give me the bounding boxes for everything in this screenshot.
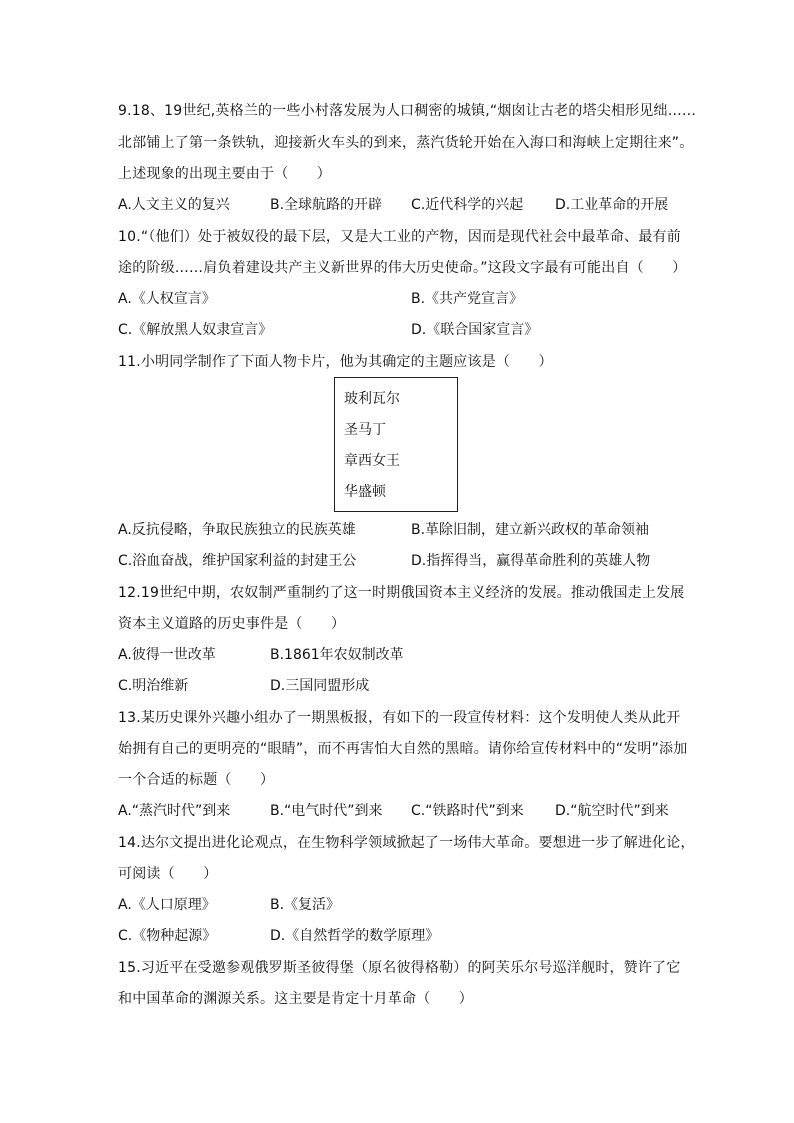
- question-14-option-d: D.《自然哲学的数学原理》: [270, 928, 440, 944]
- question-9-line-1: 9.18、19世纪,英格兰的一些小村落发展为人口稠密的城镇,“烟囱让古老的塔尖相形见绌……: [118, 103, 697, 119]
- question-10-option-a: A.《人权宣言》: [118, 291, 216, 307]
- question-11-option-c: C.浴血奋战，维护国家利益的封建王公: [118, 553, 357, 569]
- card-item-3: 章西女王: [344, 453, 400, 469]
- question-11-option-b: B.革除旧制，建立新兴政权的革命领袖: [411, 522, 650, 538]
- question-9-line-2: 北部铺上了第一条铁轨，迎接新火车头的到来，蒸汽货轮开始在入海口和海峡上定期往来”。: [118, 135, 694, 151]
- question-10-option-c: C.《解放黑人奴隶宣言》: [118, 322, 273, 338]
- question-9-option-a: A.人文主义的复兴: [118, 197, 230, 213]
- question-11-line-1: 11.小明同学制作了下面人物卡片，他为其确定的主题应该是（ ）: [118, 354, 553, 370]
- question-14-option-a: A.《人口原理》: [118, 897, 216, 913]
- question-9-option-d: D.工业革命的开展: [555, 197, 669, 213]
- card-item-1: 玻利瓦尔: [344, 391, 400, 407]
- question-13-line-2: 始拥有自己的更明亮的“眼睛”，而不再害怕大自然的黑暗。请你给宣传材料中的“发明”添加: [118, 741, 688, 757]
- question-14-option-c: C.《物种起源》: [118, 928, 217, 944]
- question-14-line-2: 可阅读（ ）: [118, 866, 218, 882]
- question-10-line-2: 途的阶级……肩负着建设共产主义新世界的伟大历史使命。”这段文字最有可能出自（ ）: [118, 260, 687, 276]
- question-13-option-c: C.“铁路时代”到来: [411, 803, 524, 819]
- question-12-option-d: D.三国同盟形成: [270, 678, 370, 694]
- question-10-line-1: 10.“（他们）处于被奴役的最下层，又是大工业的产物，因而是现代社会中最革命、最有前: [118, 229, 681, 245]
- card-item-4: 华盛顿: [344, 484, 386, 500]
- question-12-option-a: A.彼得一世改革: [118, 647, 216, 663]
- question-13-line-3: 一个合适的标题（ ）: [118, 772, 275, 788]
- question-15-line-1: 15.习近平在受邀参观俄罗斯圣彼得堡（原名彼得格勒）的阿芙乐尔号巡洋舰时，赞许了它: [118, 960, 681, 976]
- question-12-option-c: C.明治维新: [118, 678, 189, 694]
- question-11-option-a: A.反抗侵略，争取民族独立的民族英雄: [118, 522, 356, 538]
- question-13-option-b: B.“电气时代”到来: [270, 803, 383, 819]
- question-10-option-b: B.《共产党宣言》: [411, 291, 524, 307]
- question-13-line-1: 13.某历史课外兴趣小组办了一期黑板报，有如下的一段宣传材料：这个发明使人类从此开: [118, 710, 681, 726]
- question-12-line-2: 资本主义道路的历史事件是（ ）: [118, 616, 346, 632]
- question-13-option-a: A.“蒸汽时代”到来: [118, 803, 231, 819]
- question-9-option-c: C.近代科学的兴起: [411, 197, 524, 213]
- question-13-option-d: D.“航空时代”到来: [555, 803, 669, 819]
- card-item-2: 圣马丁: [344, 422, 386, 438]
- question-10-option-d: D.《联合国家宣言》: [411, 322, 539, 338]
- question-11-option-d: D.指挥得当，赢得革命胜利的英雄人物: [411, 553, 651, 569]
- question-14-option-b: B.《复活》: [270, 897, 341, 913]
- question-14-line-1: 14.达尔文提出进化论观点，在生物科学领域掀起了一场伟大革命。要想进一步了解进化论，: [118, 835, 695, 851]
- question-15-line-2: 和中国革命的渊源关系。这主要是肯定十月革命（ ）: [118, 991, 473, 1007]
- question-9-option-b: B.全球航路的开辟: [270, 197, 383, 213]
- question-12-line-1: 12.19世纪中期，农奴制严重制约了这一时期俄国资本主义经济的发展。推动俄国走上发展: [118, 585, 685, 601]
- character-card: [334, 377, 458, 512]
- question-9-line-3: 上述现象的出现主要由于（ ）: [118, 166, 331, 182]
- question-12-option-b: B.1861年农奴制改革: [270, 647, 404, 663]
